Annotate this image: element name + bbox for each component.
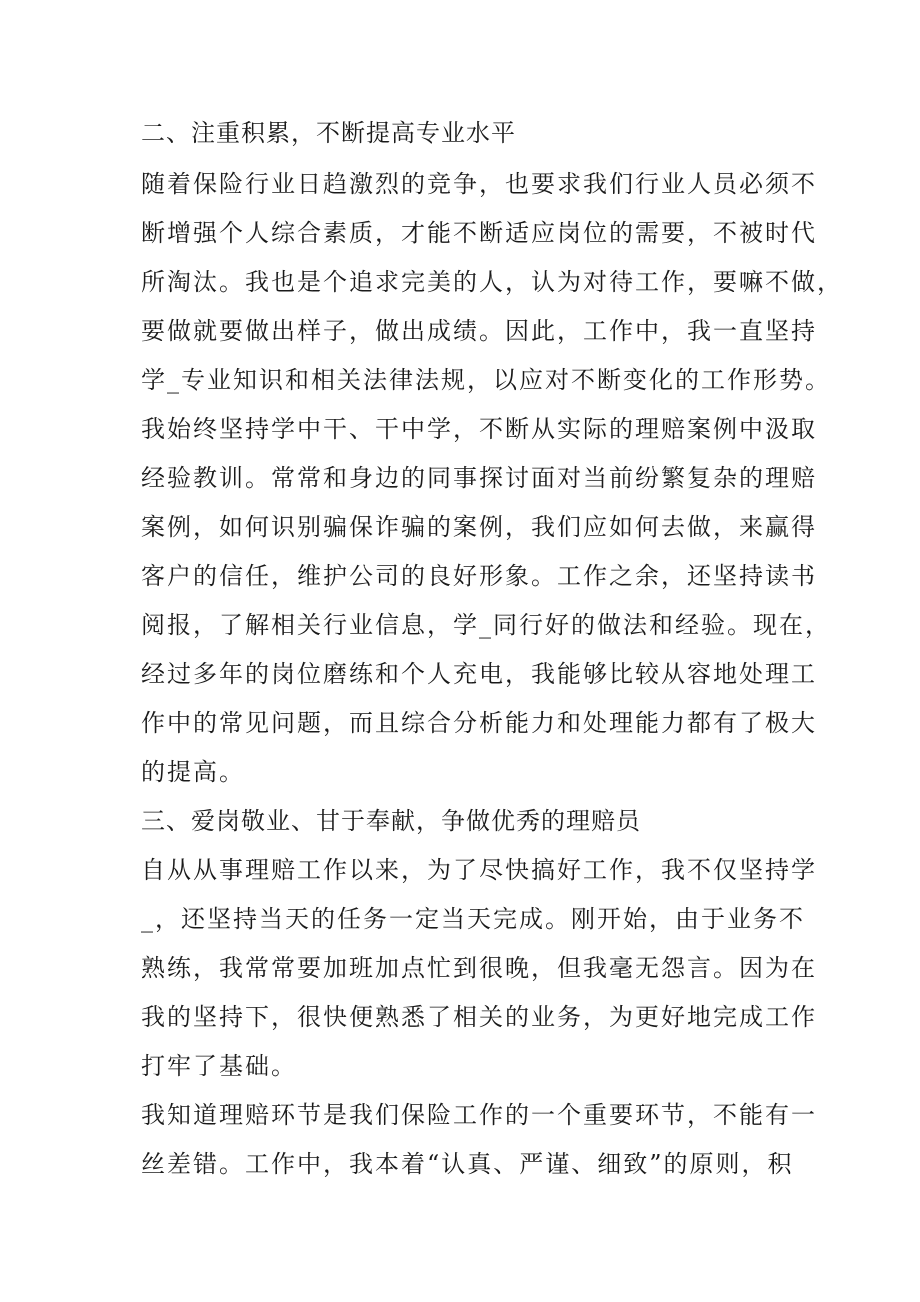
paragraph-line: 随着保险行业日趋激烈的竞争，也要求我们行业人员必须不 bbox=[141, 170, 817, 198]
paragraph-line: 自从从事理赔工作以来，为了尽快搞好工作，我不仅坚持学 bbox=[141, 856, 817, 884]
paragraph-line: 我始终坚持学中干、干中学，不断从实际的理赔案例中汲取 bbox=[141, 415, 817, 443]
paragraph-line: 所淘汰。我也是个追求完美的人，认为对待工作，要嘛不做， bbox=[141, 268, 843, 296]
paragraph-line: _，还坚持当天的任务一定当天完成。刚开始，由于业务不 bbox=[141, 905, 805, 933]
paragraph-line: 阅报，了解相关行业信息，学_同行好的做法和经验。现在， bbox=[141, 611, 831, 639]
paragraph-line: 熟练，我常常要加班加点忙到很晚，但我毫无怨言。因为在 bbox=[141, 954, 817, 982]
paragraph-line: 的提高。 bbox=[141, 758, 245, 786]
paragraph-line: 经验教训。常常和身边的同事探讨面对当前纷繁复杂的理赔 bbox=[141, 464, 817, 492]
section-heading-2: 二、注重积累，不断提高专业水平 bbox=[141, 119, 516, 147]
paragraph-line: 丝差错。工作中，我本着“认真、严谨、细致”的原则，积 bbox=[141, 1150, 794, 1178]
paragraph-line: 经过多年的岗位磨练和个人充电，我能够比较从容地处理工 bbox=[141, 660, 817, 688]
paragraph-line: 客户的信任，维护公司的良好形象。工作之余，还坚持读书 bbox=[141, 562, 817, 590]
paragraph-line: 案例，如何识别骗保诈骗的案例，我们应如何去做，来赢得 bbox=[141, 513, 817, 541]
paragraph-line: 我知道理赔环节是我们保险工作的一个重要环节，不能有一 bbox=[141, 1101, 817, 1129]
paragraph-line: 要做就要做出样子，做出成绩。因此，工作中，我一直坚持 bbox=[141, 317, 817, 345]
paragraph-line: 学_专业知识和相关法律法规，以应对不断变化的工作形势。 bbox=[141, 366, 831, 394]
paragraph-line: 我的坚持下，很快便熟悉了相关的业务，为更好地完成工作 bbox=[141, 1003, 817, 1031]
paragraph-line: 作中的常见问题，而且综合分析能力和处理能力都有了极大 bbox=[141, 709, 817, 737]
section-heading-3: 三、爱岗敬业、甘于奉献，争做优秀的理赔员 bbox=[141, 807, 641, 835]
paragraph-line: 打牢了基础。 bbox=[141, 1052, 297, 1080]
paragraph-line: 断增强个人综合素质，才能不断适应岗位的需要，不被时代 bbox=[141, 219, 817, 247]
